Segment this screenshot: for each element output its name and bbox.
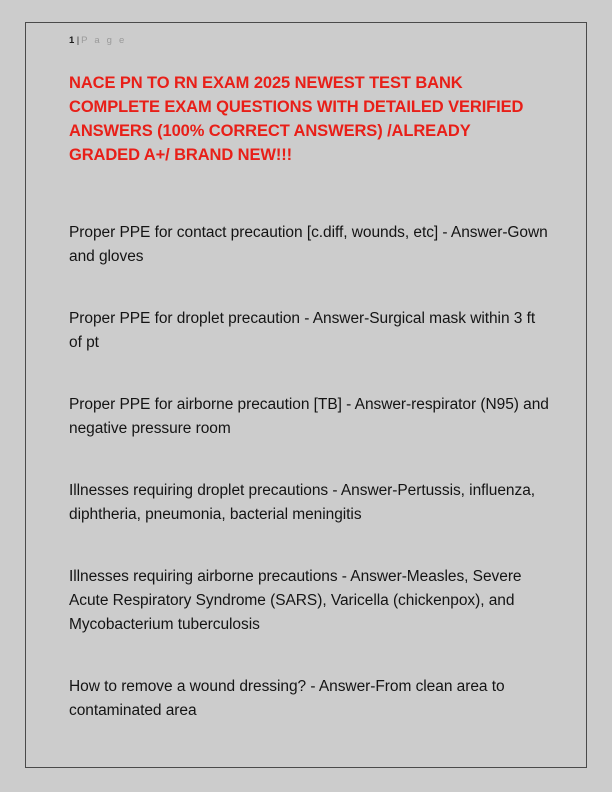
- page-header: [69, 35, 127, 47]
- qa-item: Illnesses requiring airborne precautions - Answer-Measles, Severe Acute Respiratory Syndrome (SARS), Varicella (chickenpox), and Mycobacterium tuberculosis: [69, 567, 522, 633]
- page-header-label: P a g e: [81, 35, 127, 46]
- qa-item: Proper PPE for airborne precaution [TB] - Answer-respirator (N95) and negative pressure room: [69, 395, 549, 437]
- qa-list: [69, 205, 551, 723]
- document-title: NACE PN TO RN EXAM 2025 NEWEST TEST BANK COMPLETE EXAM QUESTIONS WITH DETAILED VERIFIED ANSWERS (100% CORRECT ANSWERS) /ALREADY GRADED A+/ BRAND NEW!!!: [69, 74, 524, 164]
- page-header-separator: |: [76, 35, 80, 46]
- page-number: 1: [69, 35, 75, 46]
- qa-item: How to remove a wound dressing? - Answer-From clean area to contaminated area: [69, 677, 505, 719]
- document-page: [25, 22, 587, 768]
- qa-item: Proper PPE for contact precaution [c.diff, wounds, etc] - Answer-Gown and gloves: [69, 223, 548, 265]
- qa-item: Proper PPE for droplet precaution - Answer-Surgical mask within 3 ft of pt: [69, 309, 536, 351]
- qa-item: Illnesses requiring droplet precautions - Answer-Pertussis, influenza, diphtheria, pneumonia, bacterial meningitis: [69, 481, 536, 523]
